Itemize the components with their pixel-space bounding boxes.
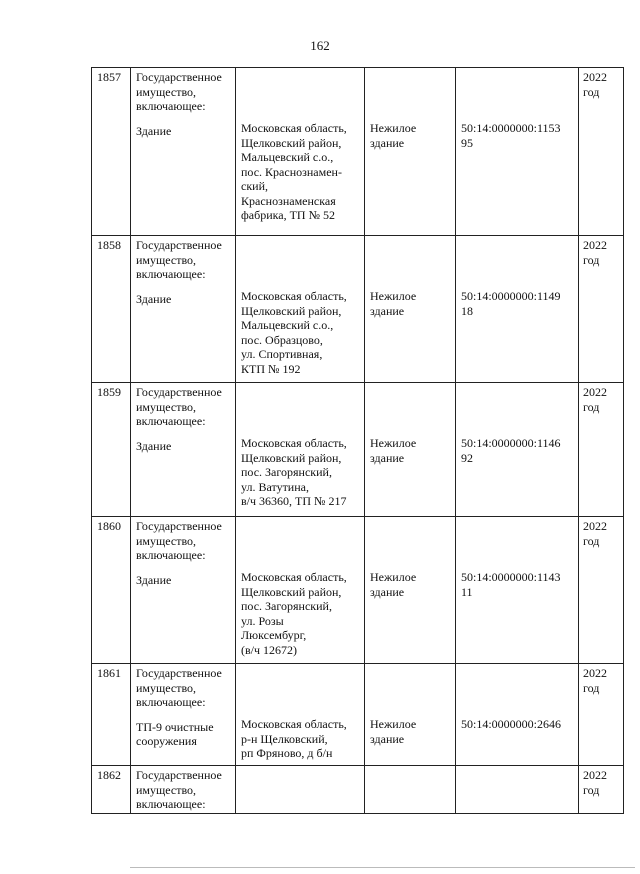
cadastral-cell bbox=[456, 664, 579, 766]
group-title: Государственное имущество, включающее: bbox=[136, 768, 222, 811]
year-cell bbox=[579, 766, 624, 814]
row-number: 1858 bbox=[97, 238, 121, 252]
cadastral-cell bbox=[456, 766, 579, 814]
type-cell bbox=[365, 664, 456, 766]
row-number-cell bbox=[92, 236, 131, 383]
year: 2022 год bbox=[583, 70, 607, 99]
address-cell bbox=[236, 383, 365, 517]
type-cell bbox=[365, 766, 456, 814]
table-row bbox=[92, 517, 624, 664]
address: Московская область, Щелковский район, пос. Загорянский, ул. Розы Люксембург, (в/ч 12672) bbox=[241, 570, 347, 657]
year: 2022 год bbox=[583, 519, 607, 548]
cadastral-cell bbox=[456, 517, 579, 664]
row-number-cell bbox=[92, 68, 131, 236]
object-cell bbox=[131, 68, 236, 236]
page-bottom-rule bbox=[130, 867, 635, 868]
address-cell bbox=[236, 236, 365, 383]
cadastral-number: 50:14:0000000:1143 11 bbox=[461, 570, 561, 599]
table-row bbox=[92, 236, 624, 383]
row-number: 1859 bbox=[97, 385, 121, 399]
cadastral-cell bbox=[456, 383, 579, 517]
cadastral-number: 50:14:0000000:2646 bbox=[461, 717, 562, 731]
type-cell bbox=[365, 383, 456, 517]
year: 2022 год bbox=[583, 768, 607, 797]
table-row bbox=[92, 383, 624, 517]
row-number-cell bbox=[92, 517, 131, 664]
address-cell bbox=[236, 68, 365, 236]
row-number: 1857 bbox=[97, 70, 121, 84]
row-number: 1860 bbox=[97, 519, 121, 533]
group-title: Государственное имущество, включающее: bbox=[136, 70, 222, 113]
cadastral-number: 50:14:0000000:1149 18 bbox=[461, 289, 561, 318]
object-cell bbox=[131, 383, 236, 517]
item-name: Здание bbox=[136, 572, 172, 587]
group-title: Государственное имущество, включающее: bbox=[136, 519, 222, 562]
address-cell bbox=[236, 664, 365, 766]
year-cell bbox=[579, 236, 624, 383]
item-name: Здание bbox=[136, 123, 172, 138]
year-cell bbox=[579, 383, 624, 517]
year: 2022 год bbox=[583, 666, 607, 695]
table-row bbox=[92, 68, 624, 236]
page-number: 162 bbox=[310, 38, 330, 53]
year-cell bbox=[579, 664, 624, 766]
row-number-cell bbox=[92, 383, 131, 517]
cadastral-number: 50:14:0000000:1146 92 bbox=[461, 436, 561, 465]
item-name: Здание bbox=[136, 438, 172, 453]
address: Московская область, Щелковский район, Мальцевский с.о., пос. Краснознамен- ский, Краснознаменская фабрика, ТП № 52 bbox=[241, 121, 347, 222]
cadastral-number: 50:14:0000000:1153 95 bbox=[461, 121, 561, 150]
address-cell bbox=[236, 517, 365, 664]
table-row bbox=[92, 664, 624, 766]
item-name: ТП-9 очистные сооружения bbox=[136, 719, 214, 748]
year: 2022 год bbox=[583, 238, 607, 267]
address: Московская область, Щелковский район, пос. Загорянский, ул. Ватутина, в/ч 36360, ТП № 217 bbox=[241, 436, 347, 508]
object-cell bbox=[131, 236, 236, 383]
property-type: Нежилое здание bbox=[370, 717, 417, 746]
address: Московская область, Щелковский район, Мальцевский с.о., пос. Образцово, ул. Спортивная, КТП № 192 bbox=[241, 289, 347, 376]
year-cell bbox=[579, 517, 624, 664]
cadastral-cell bbox=[456, 236, 579, 383]
row-number: 1862 bbox=[97, 768, 121, 782]
address-cell bbox=[236, 766, 365, 814]
type-cell bbox=[365, 68, 456, 236]
object-cell bbox=[131, 664, 236, 766]
group-title: Государственное имущество, включающее: bbox=[136, 666, 222, 709]
row-number-cell bbox=[92, 664, 131, 766]
table-row bbox=[92, 766, 624, 814]
property-type: Нежилое здание bbox=[370, 289, 417, 318]
row-number: 1861 bbox=[97, 666, 121, 680]
object-cell bbox=[131, 517, 236, 664]
row-number-cell bbox=[92, 766, 131, 814]
property-type: Нежилое здание bbox=[370, 436, 417, 465]
address: Московская область, р-н Щелковский, рп Фряново, д б/н bbox=[241, 717, 347, 760]
year-cell bbox=[579, 68, 624, 236]
year: 2022 год bbox=[583, 385, 607, 414]
item-name: Здание bbox=[136, 291, 172, 306]
cadastral-cell bbox=[456, 68, 579, 236]
type-cell bbox=[365, 236, 456, 383]
object-cell bbox=[131, 766, 236, 814]
property-type: Нежилое здание bbox=[370, 121, 417, 150]
group-title: Государственное имущество, включающее: bbox=[136, 385, 222, 428]
property-type: Нежилое здание bbox=[370, 570, 417, 599]
property-registry-table bbox=[91, 67, 624, 814]
type-cell bbox=[365, 517, 456, 664]
group-title: Государственное имущество, включающее: bbox=[136, 238, 222, 281]
